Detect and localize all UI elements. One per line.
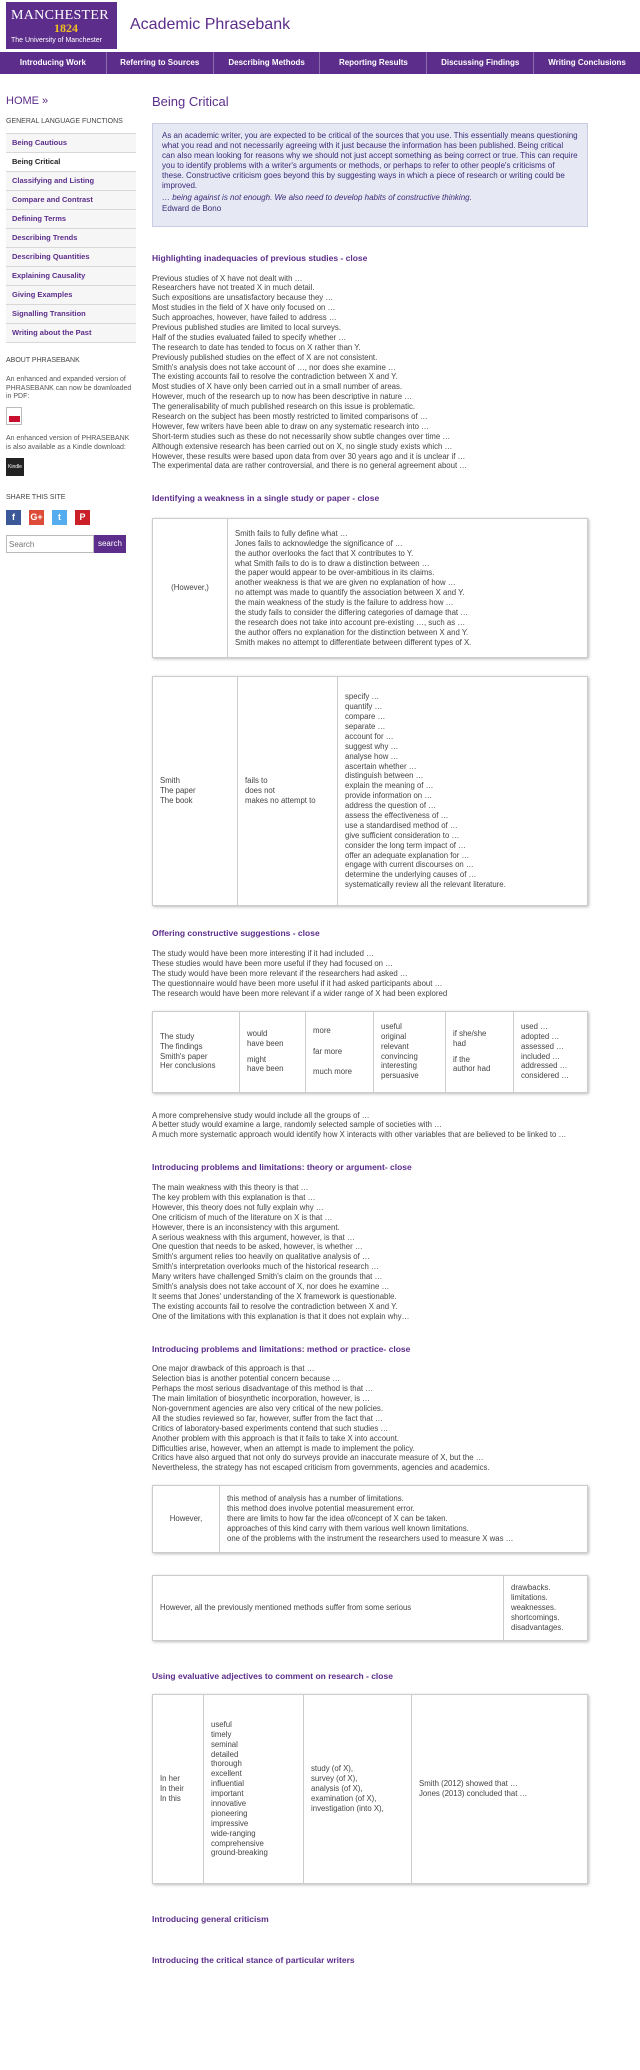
table-cell [337,677,587,905]
sidebar-item-active[interactable]: Being Critical [6,153,136,172]
phrase-line: wide-ranging [211,1828,256,1838]
phrase-line: this method of analysis has a number of limitations. [227,1494,404,1504]
nav-introducing-work[interactable]: Introducing Work [0,52,107,74]
phrase-line: The experimental data are rather controversial, and there is no general agreement about … [152,461,468,471]
pdf-icon[interactable] [6,407,22,425]
phrase-line: addressed … [521,1061,568,1071]
sidebar-item[interactable]: Defining Terms [6,210,136,229]
phrase-line: Nevertheless, the strategy has not escaped criticism from governments, agencies and academics. [152,1463,490,1473]
phrase-line: Another problem with this approach is that it fails to take X into account. [152,1433,400,1443]
phrase-line: analyse how … [345,751,399,761]
phrase-line: Smith [160,776,180,786]
phrase-line: suggest why … [345,741,399,751]
phrase-line: ground-breaking [211,1848,268,1858]
phrase-list [152,1183,588,1321]
phrase-line: quantify … [345,702,383,712]
phrase-line: The main limitation of biosynthetic incorporation, however, is … [152,1394,370,1404]
phrase-line: give sufficient consideration to … [345,830,460,840]
quote-text: … being against is not enough. We also need to develop habits of constructive thinking. [162,192,472,202]
phrase-line: The study would have been more relevant if the researchers had asked … [152,968,408,978]
cell-group [453,1029,506,1049]
phrase-line: investigation (into X), [311,1803,384,1813]
phrase-line: interesting [381,1061,417,1071]
about-label: ABOUT PHRASEBANK [6,356,80,364]
phrase-table [152,1011,588,1093]
phrase-line: A better study would examine a large, randomly selected sample of societies with … [152,1120,442,1130]
phrase-line: Smith's paper [160,1051,208,1061]
phrase-line: Selection bias is another potential concern because … [152,1374,341,1384]
pinterest-icon[interactable]: P [75,510,90,525]
phrase-line: useful [381,1021,402,1031]
phrase-line: the paper would appear to be over-ambitious in its claims. [235,568,435,578]
phrase-line: used … [521,1021,548,1031]
phrase-line: the author overlooks the fact that X contributes to Y. [235,548,414,558]
phrase-line: consider the long term impact of … [345,840,466,850]
phrase-line: Previous published studies are limited to local surveys. [152,322,341,332]
phrase-line: would [247,1028,268,1038]
logo-wordmark: MANCHESTER [11,8,109,23]
phrase-table [152,1694,588,1884]
phrase-line: useful [211,1719,232,1729]
section-heading[interactable]: Introducing problems and limitations: method or practice- close [152,1343,411,1354]
phrase-line: excellent [211,1769,242,1779]
phrase-line: adopted … [521,1031,560,1041]
phrase-line: there are limits to how far the idea of/concept of X can be taken. [227,1514,448,1524]
phrase-list [152,1364,588,1473]
phrase-line: Researchers have not treated X in much detail. [152,283,315,293]
phrase-line: the author offers no explanation for the distinction between X and Y. [235,627,469,637]
sidebar-item[interactable]: Describing Trends [6,229,136,248]
phrase-line: Smith's analysis does not take account of …, nor does she examine … [152,362,396,372]
phrase-line: shortcomings. [511,1613,560,1623]
phrase-line: pioneering [211,1808,248,1818]
site-header [0,0,640,50]
phrase-line: systematically review all the relevant literature. [345,880,506,890]
phrase-line: Jones fails to acknowledge the significance of … [235,538,403,548]
page-title: Being Critical [152,94,229,109]
cell-group [247,1029,298,1049]
phrase-line: thorough [211,1759,242,1769]
section-heading[interactable]: Identifying a weakness in a single study or paper - close [152,493,380,504]
table-cell [373,1012,445,1092]
phrase-line: Previously published studies on the effect of X are not consistent. [152,352,378,362]
phrase-line: However, this theory does not fully explain why … [152,1202,324,1212]
phrase-line: The study [160,1031,195,1041]
phrase-line: The main weakness with this theory is that … [152,1183,309,1193]
phrase-line: One of the limitations with this explanation is that it does not explain why… [152,1311,410,1321]
phrase-line: Critics have also argued that not only do surveys provide an inaccurate measure of X, but the … [152,1453,484,1463]
phrase-line: timely [211,1729,232,1739]
phrase-line: One criticism of much of the literature on X is that … [152,1212,333,1222]
phrase-line: explain the meaning of … [345,781,434,791]
phrase-line: had [453,1038,467,1048]
section-heading[interactable]: Using evaluative adjectives to comment on research - close [152,1671,393,1682]
phrase-table [152,1485,588,1553]
table-cell [303,1695,411,1883]
phrase-line: might [247,1054,267,1064]
section-label: GENERAL LANGUAGE FUNCTIONS [6,118,123,126]
phrase-line: if the [453,1054,470,1064]
phrase-line: The research to date has tended to focus on X rather than Y. [152,342,361,352]
phrase-line: limitations. [511,1593,548,1603]
phrase-line: One question that needs to be asked, however, is whether … [152,1242,363,1252]
sidebar-item[interactable]: Signalling Transition [6,305,136,324]
phrase-line: address the question of … [345,801,437,811]
table-cell [513,1012,587,1092]
phrase-line: However, few writers have been able to draw on any systematic research into … [152,421,429,431]
phrase-line: Many writers have challenged Smith's claim on the grounds that … [152,1272,383,1282]
table-cell [227,519,587,657]
phrase-line: In their [160,1784,184,1794]
phrase-line: These studies would have been more useful if they had focused on … [152,958,393,968]
phrase-line: if she/she [453,1028,487,1038]
cell-group [453,1055,506,1075]
phrase-line: A much more systematic approach would identify how X interacts with other variables that are believed to be linked to … [152,1130,567,1140]
section-heading[interactable]: Introducing the critical stance of particular writers [152,1954,355,1965]
table-cell [153,1012,239,1092]
kindle-text: An enhanced version of PHRASEBANK is also available as a Kindle download: [6,435,130,451]
phrase-line: examination (of X), [311,1794,377,1804]
phrase-line: more [313,1026,331,1036]
phrase-line: The book [160,796,193,806]
phrase-line: detailed [211,1749,239,1759]
kindle-icon[interactable]: Kindle [6,458,24,476]
phrase-line: survey (of X), [311,1774,358,1784]
phrase-line: Smith makes no attempt to differentiate between different types of X. [235,637,472,647]
phrase-line: separate … [345,721,386,731]
phrase-line: makes no attempt to [245,796,316,806]
university-logo[interactable] [6,2,117,49]
phrase-line: analysis (of X), [311,1784,363,1794]
phrase-line: The research would have been more relevant if a wider range of X had been explored [152,988,448,998]
phrase-line: the main weakness of the study is the failure to address how … [235,598,454,608]
main-content [152,94,588,1966]
phrase-line: influential [211,1779,244,1789]
phrase-line: The findings [160,1041,203,1051]
section-heading[interactable]: Introducing general criticism [152,1914,269,1925]
phrase-line: Difficulties arise, however, when an attempt is made to implement the policy. [152,1443,415,1453]
phrase-line: Smith's analysis does not take account of X, nor does he examine … [152,1281,390,1291]
phrase-line: much more [313,1067,352,1077]
table-cell [153,772,237,810]
sidebar-menu [6,133,136,343]
sidebar-item[interactable]: Describing Quantities [6,248,136,267]
nav-discussing-findings[interactable]: Discussing Findings [427,52,534,74]
phrase-list [152,1111,588,1141]
quote-author: Edward de Bono [162,203,222,213]
table-cell [503,1576,587,1640]
table-cell [219,1486,587,1552]
phrase-line: Smith's argument relies too heavily on qualitative analysis of … [152,1252,370,1262]
sidebar-item[interactable]: Compare and Contrast [6,191,136,210]
phrase-line: The existing accounts fail to resolve the contradiction between X and Y. [152,372,398,382]
table-cell [203,1695,303,1883]
phrase-line: weaknesses. [511,1603,557,1613]
nav-referring-to-sources[interactable]: Referring to Sources [107,52,214,74]
phrase-line: have been [247,1038,284,1048]
phrase-line: A more comprehensive study would include all the groups of … [152,1110,370,1120]
phrase-line: engage with current discourses on … [345,860,474,870]
phrase-line: included … [521,1051,561,1061]
googleplus-icon[interactable]: G+ [29,510,44,525]
sidebar-item[interactable]: Giving Examples [6,286,136,305]
phrase-line: Her conclusions [160,1061,216,1071]
phrase-line: assess the effectiveness of … [345,810,449,820]
phrase-line: the research does not take into account pre-existing …, such as … [235,617,466,627]
phrase-line: The questionnaire would have been more useful if it had asked participants about … [152,978,443,988]
table-cell [445,1012,513,1092]
phrase-line: Half of the studies evaluated failed to specify whether … [152,332,347,342]
phrase-line: seminal [211,1739,238,1749]
sidebar-item[interactable]: Explaining Causality [6,267,136,286]
logo-tagline: The University of Manchester [11,37,103,44]
phrase-line: Critics of laboratory-based experiments contend that such studies … [152,1423,389,1433]
table-cell: However, [169,1514,203,1524]
phrase-line: use a standardised method of … [345,820,458,830]
phrase-line: assessed … [521,1041,564,1051]
phrase-line: The generalisability of much published research on this issue is problematic. [152,402,416,412]
share-buttons [6,510,136,525]
phrase-line: However, much of the research up to now has been descriptive in nature … [152,392,413,402]
phrase-line: fails to [245,776,268,786]
phrase-line: Most studies in the field of X have only focused on … [152,303,336,313]
section-heading[interactable]: Offering constructive suggestions - close [152,928,320,939]
phrase-line: Such approaches, however, have failed to address … [152,313,337,323]
phrase-line: determine the underlying causes of … [345,870,477,880]
phrase-line: does not [245,786,275,796]
phrase-line: Short-term studies such as these do not necessarily show subtle changes over time … [152,431,451,441]
phrase-line: study (of X), [311,1764,354,1774]
search-box [6,535,136,553]
phrase-line: Such expositions are unsatisfactory because they … [152,293,334,303]
phrase-line: specify … [345,692,380,702]
phrase-line: However, these results were based upon data from over 30 years ago and it is unclear if … [152,451,466,461]
phrase-line: The key problem with this explanation is that … [152,1192,316,1202]
pdf-text: An enhanced and expanded version of PHRASEBANK can now be downloaded in PDF: [6,375,132,401]
section-heading[interactable]: Introducing problems and limitations: theory or argument- close [152,1162,412,1173]
site-title[interactable]: Academic Phrasebank [130,16,291,33]
search-button[interactable]: search [94,535,126,553]
phrase-line: disadvantages. [511,1623,564,1633]
phrase-line: Smith (2012) showed that … [419,1779,518,1789]
phrase-line: comprehensive [211,1838,264,1848]
logo-year: 1824 [54,21,78,35]
phrase-line: However, there is an inconsistency with this argument. [152,1222,340,1232]
phrase-line: persuasive [381,1071,419,1081]
sidebar [6,94,136,553]
phrase-line: approaches of this kind carry with them various well known limitations. [227,1524,469,1534]
phrase-line: In her [160,1774,180,1784]
phrase-line: important [211,1789,244,1799]
intro-box [152,123,588,227]
sidebar-item[interactable]: Classifying and Listing [6,172,136,191]
table-cell: (However,) [171,583,209,593]
twitter-icon[interactable]: t [52,510,67,525]
phrase-line: The study would have been more interesting if it had included … [152,949,374,959]
sidebar-item[interactable]: Being Cautious [6,134,136,153]
phrase-line: innovative [211,1798,247,1808]
phrase-line: another weakness is that we are given no explanation of how … [235,578,456,588]
phrase-list [152,949,588,998]
phrase-line: It seems that Jones' understanding of the X framework is questionable. [152,1291,397,1301]
phrase-line: account for … [345,731,394,741]
cell-group [247,1055,298,1075]
table-cell [411,1695,587,1883]
phrase-line: relevant [381,1041,409,1051]
main-nav [0,52,640,74]
table-cell: However, all the previously mentioned methods suffer from some serious [160,1603,412,1613]
sidebar-item[interactable]: Writing about the Past [6,324,136,343]
phrase-line: Smith fails to fully define what … [235,528,348,538]
phrase-line: convincing [381,1051,418,1061]
phrase-line: original [381,1031,407,1041]
phrase-line: ascertain whether … [345,761,417,771]
phrase-line: Jones (2013) concluded that … [419,1789,528,1799]
phrase-table [152,518,588,658]
nav-describing-methods[interactable]: Describing Methods [214,52,321,74]
phrase-line: far more [313,1046,343,1056]
phrase-line: Smith's interpretation overlooks much of the historical research … [152,1262,379,1272]
phrase-line: Although extensive research has been carried out on X, no single study exists which … [152,441,453,451]
share-label: SHARE THIS SITE [6,493,66,501]
phrase-line: Most studies of X have only been carried out in a small number of areas. [152,382,403,392]
phrase-line: distinguish between … [345,771,424,781]
table-cell [237,677,337,905]
phrase-line: one of the problems with the instrument the researchers used to measure X was … [227,1534,514,1544]
phrase-line: the study fails to consider the differing categories of damage that … [235,607,469,617]
nav-reporting-results[interactable]: Reporting Results [320,52,427,74]
phrase-line: impressive [211,1818,249,1828]
phrase-table [152,676,588,906]
nav-writing-conclusions[interactable]: Writing Conclusions [548,58,626,67]
phrase-line: author had [453,1064,491,1074]
home-link[interactable]: HOME » [6,95,49,107]
section-heading[interactable]: Highlighting inadequacies of previous studies - close [152,252,368,263]
phrase-table [152,1575,588,1641]
phrase-line: Previous studies of X have not dealt with … [152,273,303,283]
phrase-line: drawbacks. [511,1583,551,1593]
phrase-line: The paper [160,786,196,796]
phrase-line: Perhaps the most serious disadvantage of this method is that … [152,1384,374,1394]
phrase-line: provide information on … [345,791,433,801]
phrase-line: what Smith fails to do is to draw a distinction between … [235,558,430,568]
phrase-line: A serious weakness with this argument, however, is that … [152,1232,355,1242]
phrase-line: All the studies reviewed so far, however, suffer from the fact that … [152,1413,383,1423]
phrase-line: have been [247,1064,284,1074]
table-cell [305,1012,373,1092]
phrase-list [152,274,588,472]
phrase-line: no attempt was made to quantify the association between X and Y. [235,588,465,598]
phrase-line: In this [160,1794,181,1804]
phrase-line: compare … [345,712,386,722]
phrase-line: One major drawback of this approach is that … [152,1364,315,1374]
table-cell [153,1695,203,1883]
facebook-icon[interactable]: f [6,510,21,525]
intro-text: As an academic writer, you are expected to be critical of the sources that you use. This essentially means questioning what you read and not necessarily agreeing with it just because the information has been published. Being critical can also mean looking for reasons why we should not just accept something as being correct or true. This can require you to identify problems with a writer's arguments or methods, or perhaps to refer to other people's criticisms of these. Constructive criticism goes beyond this by suggesting ways in which a piece of research or writing could be improved. [162,130,578,190]
phrase-line: Research on the subject has been mostly restricted to limited comparisons of … [152,411,428,421]
table-cell [239,1012,305,1092]
search-input[interactable] [6,535,94,553]
phrase-line: Non-government agencies are also very critical of the new policies. [152,1403,383,1413]
phrase-line: The existing accounts fail to resolve the contradiction between X and Y. [152,1301,398,1311]
phrase-line: this method does involve potential measurement error. [227,1504,415,1514]
phrase-line: considered … [521,1071,570,1081]
phrase-line: offer an adequate explanation for … [345,850,470,860]
